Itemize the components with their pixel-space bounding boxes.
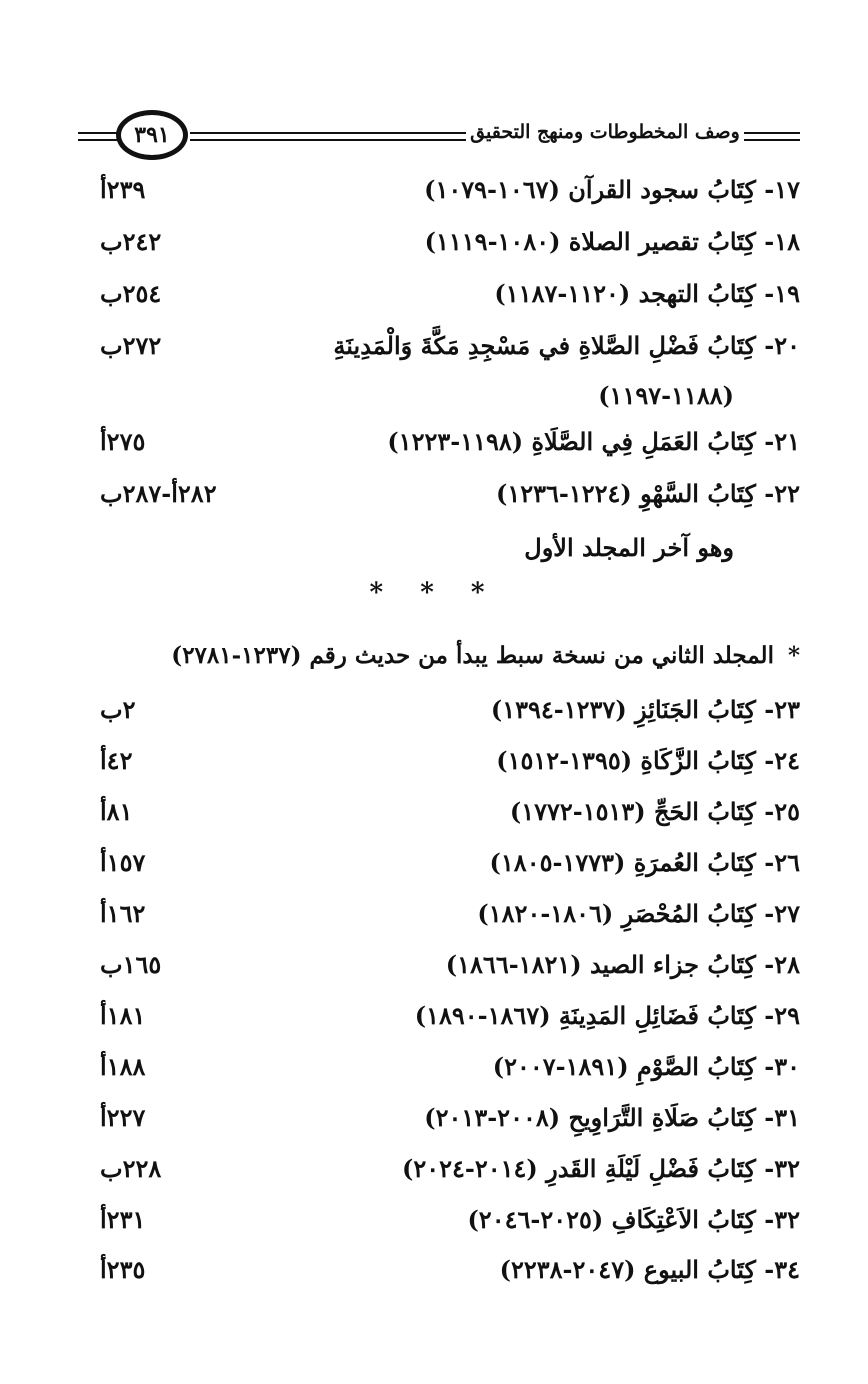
section-heading-text: المجلد الثاني من نسخة سبط يبدأ من حديث رقم (١٢٣٧-٢٧٨١)	[171, 642, 774, 669]
separator-stars: * * *	[369, 578, 499, 608]
entry-folio: ١٥٧أ	[100, 848, 146, 877]
entry-title: ٢٦- كِتَابُ العُمرَةِ (١٧٧٣-١٨٠٥)	[489, 848, 800, 877]
entry-title: ٢٣- كِتَابُ الجَنَائِزِ (١٢٣٧-١٣٩٤)	[490, 695, 800, 724]
entry-title: ٢٢- كِتَابُ السَّهْوِ (١٢٢٤-١٢٣٦)	[495, 479, 800, 508]
toc-entry	[70, 1250, 800, 1290]
header-rule	[190, 132, 466, 134]
entry-folio: ٢٣٩أ	[100, 175, 146, 204]
entry-folio: ١٨٨أ	[100, 1052, 146, 1081]
toc-entry	[70, 1098, 800, 1138]
header-rule	[78, 139, 118, 141]
entry-title: ٢٩- كِتَابُ فَضَائِلِ المَدِينَةِ (١٨٦٧-١٨٩٠)	[414, 1001, 800, 1030]
entry-folio: ٢٣٥أ	[100, 1255, 146, 1284]
toc-entry	[70, 945, 800, 985]
entry-title: ٣٢- كِتَابُ فَضْلِ لَيْلَةِ القَدرِ (٢٠١٤-٢٠٢٤)	[401, 1154, 800, 1183]
toc-entry	[70, 792, 800, 832]
running-title: وصف المخطوطات ومنهج التحقيق	[470, 121, 740, 143]
header-rule	[190, 139, 466, 141]
entry-folio: ٤٢أ	[100, 746, 133, 775]
toc-entry	[70, 996, 800, 1036]
toc-entry	[70, 741, 800, 781]
header-rule	[78, 132, 118, 134]
toc-entry	[70, 1047, 800, 1087]
page-number: ٣٩١	[116, 110, 188, 160]
entry-title: ٢٥- كِتَابُ الحَجِّ (١٥١٣-١٧٧٢)	[509, 797, 800, 826]
entry-continuation: (١١٨٨-١١٩٧)	[598, 381, 734, 410]
bullet-star: *	[787, 642, 800, 669]
toc-entry	[70, 274, 800, 314]
entry-title: ٣٠- كِتَابُ الصَّوْمِ (١٨٩١-٢٠٠٧)	[492, 1052, 800, 1081]
entry-title: ٢٠- كِتَابُ فَضْلِ الصَّلاةِ في مَسْجِدِ مَكَّةَ وَالْمَدِينَةِ	[333, 331, 800, 360]
entry-folio: ٢٣١أ	[100, 1205, 146, 1234]
entry-folio: ٢٤٢ب	[100, 227, 162, 256]
toc-entry	[70, 1149, 800, 1189]
toc-entry	[70, 1200, 800, 1240]
entry-title: ١٩- كِتَابُ التهجد (١١٢٠-١١٨٧)	[494, 279, 800, 308]
entry-folio: ٢٢٨ب	[100, 1154, 162, 1183]
toc-entry	[70, 690, 800, 730]
page-header	[78, 108, 800, 164]
toc-entry	[70, 894, 800, 934]
entry-folio: ١٨١أ	[100, 1001, 146, 1030]
entry-title: ٢٨- كِتَابُ جزاء الصيد (١٨٢١-١٨٦٦)	[445, 950, 800, 979]
end-of-volume-note: وهو آخر المجلد الأول	[524, 533, 734, 562]
toc-entry	[70, 474, 800, 514]
toc-entry	[70, 222, 800, 262]
entry-folio: ٢٢٧أ	[100, 1103, 146, 1132]
header-rule	[744, 132, 800, 134]
toc-entry	[70, 170, 800, 210]
header-rule	[744, 139, 800, 141]
entry-title: ٣٤- كِتَابُ البيوع (٢٠٤٧-٢٢٣٨)	[499, 1255, 800, 1284]
entry-folio: ٢٥٤ب	[100, 279, 162, 308]
section-heading	[70, 636, 800, 676]
entry-title: ٢١- كِتَابُ العَمَلِ فِي الصَّلَاةِ (١١٩٨-١٢٢٣)	[387, 427, 800, 456]
entry-title: ٣٢- كِتَابُ الاَعْتِكَافِ (٢٠٢٥-٢٠٤٦)	[467, 1205, 800, 1234]
entry-folio: ٢٧٢ب	[100, 331, 162, 360]
entry-folio: ٢٨٢أ-٢٨٧ب	[100, 479, 217, 508]
entry-title: ١٨- كِتَابُ تقصير الصلاة (١٠٨٠-١١١٩)	[424, 227, 800, 256]
entry-folio: ١٦٥ب	[100, 950, 162, 979]
entry-title: ١٧- كِتَابُ سجود القرآن (١٠٦٧-١٠٧٩)	[424, 175, 800, 204]
toc-entry	[70, 326, 800, 366]
entry-title: ٢٤- كِتَابُ الزَّكَاةِ (١٣٩٥-١٥١٢)	[496, 746, 800, 775]
entry-folio: ٢ب	[100, 695, 136, 724]
entry-folio: ٨١أ	[100, 797, 133, 826]
toc-entry	[70, 422, 800, 462]
entry-folio: ٢٧٥أ	[100, 427, 146, 456]
entry-title: ٢٧- كِتَابُ المُحْصَرِ (١٨٠٦-١٨٢٠)	[477, 899, 800, 928]
entry-folio: ١٦٢أ	[100, 899, 146, 928]
entry-title: ٣١- كِتَابُ صَلَاةِ التَّرَاوِيحِ (٢٠٠٨-٢٠١٣)	[424, 1103, 800, 1132]
toc-entry	[70, 843, 800, 883]
